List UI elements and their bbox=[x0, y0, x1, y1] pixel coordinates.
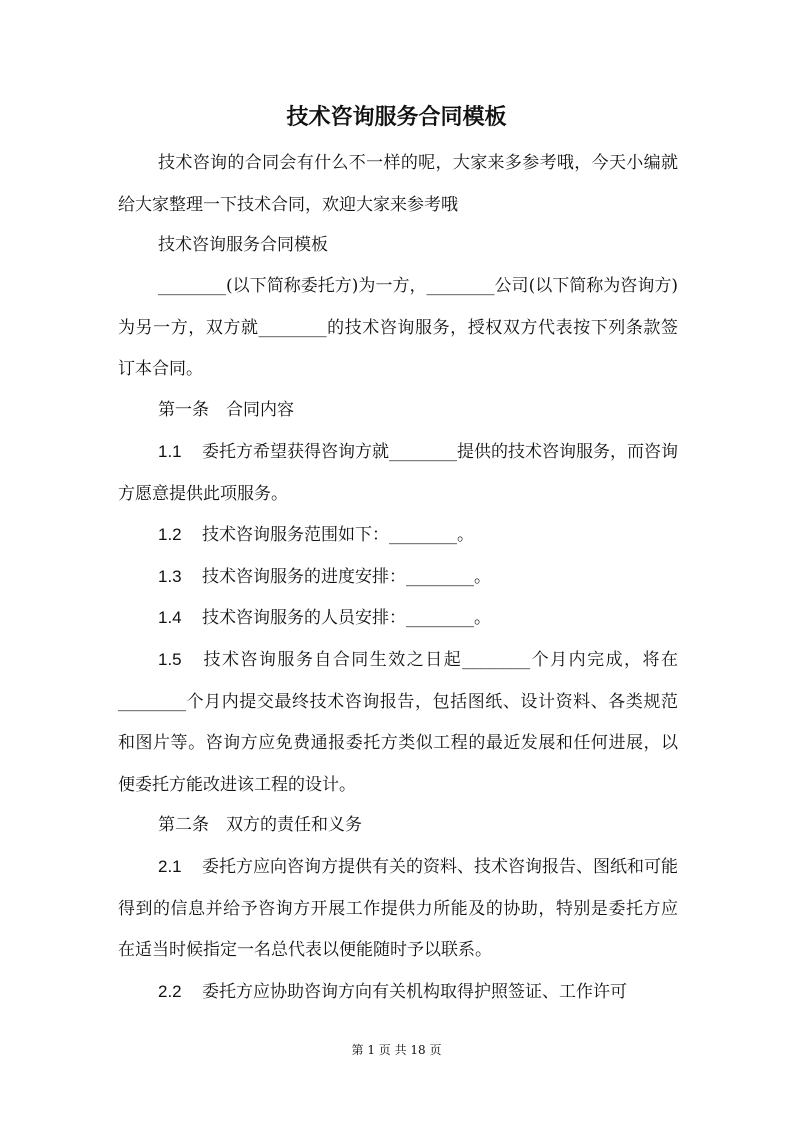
article-2-heading: 第二条 双方的责任和义务 bbox=[158, 815, 362, 835]
clause-number: 1.5 bbox=[158, 650, 182, 669]
clause-1-2 bbox=[118, 514, 678, 557]
clause-text: 委托方希望获得咨询方就________提供的技术咨询服务，而咨询方愿意提供此项服务。 bbox=[118, 442, 678, 504]
clause-text: 委托方应向咨询方提供有关的资料、技术咨询报告、图纸和可能得到的信息并给予咨询方开展工作提供力所能及的协助，特别是委托方应在适当时候指定一名总代表以便能随时予以联系。 bbox=[118, 857, 678, 960]
clause-1-4 bbox=[118, 597, 678, 640]
article-1-heading: 第一条 合同内容 bbox=[158, 400, 294, 420]
page-footer: 第 1 页 共 18 页 bbox=[351, 1043, 442, 1057]
document-title: 技术咨询服务合同模板 bbox=[286, 104, 507, 130]
clause-text: 技术咨询服务自合同生效之日起________个月内完成，将在________个月内提交最终技术咨询报告，包括图纸、设计资料、各类规范和图片等。咨询方应免费通报委托方类似工程的最近发展和任何进展，以便委托方能改进该工程的设计。 bbox=[118, 650, 678, 795]
subtitle-paragraph: 技术咨询服务合同模板 bbox=[158, 235, 328, 255]
clause-1-5 bbox=[118, 639, 678, 806]
preamble-paragraph: ________(以下简称委托方)为一方，________公司(以下简称为咨询方)为另一方，双方就________的技术咨询服务，授权双方代表按下列条款签订本合同。 bbox=[118, 276, 678, 379]
intro-paragraph: 技术咨询的合同会有什么不一样的呢，大家来多参考哦，今天小编就给大家整理一下技术合同，欢迎大家来参考哦 bbox=[118, 153, 678, 215]
clause-text: 技术咨询服务范围如下：________。 bbox=[202, 525, 474, 545]
clause-number: 1.3 bbox=[158, 567, 182, 586]
clause-number: 2.2 bbox=[158, 982, 182, 1001]
clause-number: 1.4 bbox=[158, 608, 182, 627]
clause-number: 2.1 bbox=[158, 857, 182, 876]
clause-text: 技术咨询服务的人员安排：________。 bbox=[202, 608, 491, 628]
clause-text: 委托方应协助咨询方向有关机构取得护照签证、工作许可 bbox=[202, 982, 627, 1002]
clause-2-2 bbox=[118, 971, 678, 1014]
clause-text: 技术咨询服务的进度安排：________。 bbox=[202, 567, 491, 587]
clause-2-1 bbox=[118, 846, 678, 972]
clause-1-1 bbox=[118, 431, 678, 515]
clause-1-3 bbox=[118, 556, 678, 599]
clause-number: 1.2 bbox=[158, 525, 182, 544]
clause-number: 1.1 bbox=[158, 442, 182, 461]
